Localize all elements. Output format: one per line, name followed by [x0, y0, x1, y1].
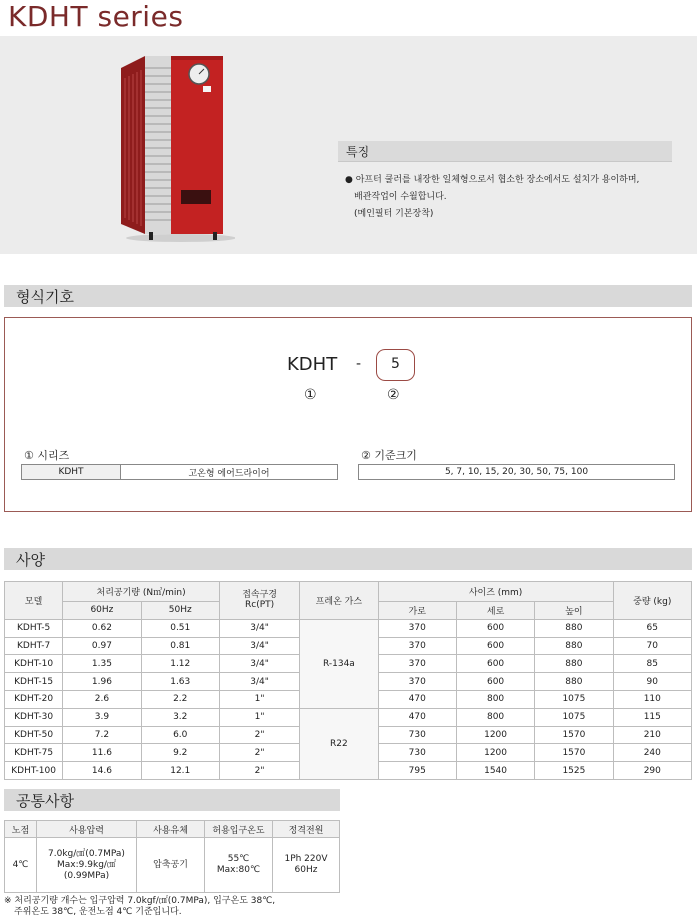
cell-h: 1075 — [535, 690, 613, 708]
cell-conn: 1" — [219, 690, 299, 708]
cell-kg: 110 — [613, 690, 691, 708]
cell-f50: 0.51 — [141, 619, 219, 637]
th-width: 가로 — [378, 602, 456, 620]
cell-model: KDHT-7 — [5, 637, 63, 655]
cell-w: 470 — [378, 690, 456, 708]
spec-table — [4, 581, 692, 780]
cell-d: 600 — [456, 655, 534, 673]
model-code-heading: 형식기호 — [16, 288, 74, 306]
cell-conn: 2" — [219, 726, 299, 744]
cell-f50: 6.0 — [141, 726, 219, 744]
cell-d: 800 — [456, 690, 534, 708]
product-image — [115, 48, 235, 244]
footnote-line-2: 주위온도 38℃, 운전노점 4℃ 기준입니다. — [14, 907, 182, 917]
cell-model: KDHT-50 — [5, 726, 63, 744]
cell-d: 600 — [456, 619, 534, 637]
common-th-temp: 허용입구온도 — [205, 821, 273, 838]
cell-f60: 0.97 — [63, 637, 141, 655]
cell-f50: 1.63 — [141, 673, 219, 691]
cell-w: 470 — [378, 708, 456, 726]
cell-f50: 2.2 — [141, 690, 219, 708]
cell-model: KDHT-10 — [5, 655, 63, 673]
cell-f50: 9.2 — [141, 744, 219, 762]
model-code-heading-bar — [4, 285, 692, 307]
th-conn-line1: 접속구경 — [242, 590, 277, 601]
spec-table-body — [5, 619, 692, 779]
cell-model: KDHT-5 — [5, 619, 63, 637]
cell-h: 880 — [535, 673, 613, 691]
cell-f60: 7.2 — [63, 726, 141, 744]
cell-conn: 2" — [219, 762, 299, 780]
pressure-line-3: (0.99MPa) — [63, 870, 110, 881]
temp-line-2: Max:80℃ — [216, 865, 261, 875]
power-line-2: 60Hz — [294, 865, 318, 875]
th-conn — [219, 582, 299, 620]
feature-heading: 특징 — [346, 145, 370, 159]
th-model: 모델 — [5, 582, 63, 620]
cell-w: 370 — [378, 655, 456, 673]
common-table — [4, 820, 340, 893]
cell-conn: 3/4" — [219, 619, 299, 637]
common-fluid: 압축공기 — [137, 838, 205, 893]
cell-conn: 3/4" — [219, 673, 299, 691]
cell-d: 1200 — [456, 726, 534, 744]
th-weight: 중량 (kg) — [613, 582, 691, 620]
footnote — [4, 896, 344, 918]
cell-w: 370 — [378, 619, 456, 637]
series-table — [21, 464, 338, 480]
cell-d: 800 — [456, 708, 534, 726]
cell-conn: 2" — [219, 744, 299, 762]
th-gas: 프레온 가스 — [300, 582, 378, 620]
cell-conn: 3/4" — [219, 637, 299, 655]
size-list: 5, 7, 10, 15, 20, 30, 50, 75, 100 — [359, 465, 675, 480]
cell-conn: 3/4" — [219, 655, 299, 673]
cell-d: 1200 — [456, 744, 534, 762]
table-row — [5, 708, 692, 726]
common-pressure — [37, 838, 137, 893]
common-th-dew: 노점 — [5, 821, 37, 838]
cell-h: 1075 — [535, 708, 613, 726]
cell-kg: 210 — [613, 726, 691, 744]
feature-line-2: 배관작업이 수월합니다. — [354, 192, 447, 202]
th-50hz: 50Hz — [141, 602, 219, 620]
cell-model: KDHT-15 — [5, 673, 63, 691]
cell-kg: 70 — [613, 637, 691, 655]
model-code-dash: - — [356, 356, 362, 372]
cell-model: KDHT-30 — [5, 708, 63, 726]
feature-description — [345, 172, 685, 223]
cell-f60: 11.6 — [63, 744, 141, 762]
feature-line-1: ● 아프터 쿨러를 내장한 일체형으로서 협소한 장소에서도 설치가 용이하며, — [345, 175, 640, 185]
series-label: ① 시리즈 — [24, 449, 70, 462]
temp-line-1: 55℃ — [227, 854, 250, 864]
model-code-text: KDHT — [287, 354, 338, 375]
common-th-fluid: 사용유체 — [137, 821, 205, 838]
page-title: KDHT series — [8, 0, 184, 33]
common-heading-bar — [4, 789, 340, 811]
cell-f50: 3.2 — [141, 708, 219, 726]
cell-f60: 1.35 — [63, 655, 141, 673]
cell-h: 1570 — [535, 744, 613, 762]
common-dew: 4℃ — [5, 838, 37, 893]
size-table — [358, 464, 675, 480]
marker-2: ② — [387, 387, 400, 403]
cell-model: KDHT-100 — [5, 762, 63, 780]
cell-kg: 290 — [613, 762, 691, 780]
cell-h: 880 — [535, 655, 613, 673]
cell-kg: 85 — [613, 655, 691, 673]
cell-f60: 2.6 — [63, 690, 141, 708]
cell-model: KDHT-20 — [5, 690, 63, 708]
cell-conn: 1" — [219, 708, 299, 726]
common-power — [273, 838, 340, 893]
common-th-pressure: 사용압력 — [37, 821, 137, 838]
cell-w: 370 — [378, 637, 456, 655]
footnote-line-1: ※ 처리공기량 개수는 입구압력 7.0kgf/㎠(0.7MPa), 입구온도 38℃, — [4, 896, 276, 906]
series-code: KDHT — [22, 465, 121, 480]
model-size-box: 5 — [376, 349, 415, 381]
feature-heading-bar — [338, 141, 672, 162]
series-desc: 고온형 에어드라이어 — [121, 465, 338, 480]
cell-kg: 115 — [613, 708, 691, 726]
th-depth: 세로 — [456, 602, 534, 620]
common-th-power: 정격전원 — [273, 821, 340, 838]
th-conn-line2: Rc(PT) — [245, 600, 275, 611]
th-60hz: 60Hz — [63, 602, 141, 620]
cell-f50: 12.1 — [141, 762, 219, 780]
common-heading: 공통사항 — [16, 792, 74, 810]
cell-f50: 0.81 — [141, 637, 219, 655]
th-size: 사이즈 (mm) — [378, 582, 613, 602]
cell-f60: 0.62 — [63, 619, 141, 637]
cell-h: 1570 — [535, 726, 613, 744]
cell-f60: 3.9 — [63, 708, 141, 726]
cell-f50: 1.12 — [141, 655, 219, 673]
pressure-line-2: Max:9.9kg/㎠ — [57, 859, 116, 870]
th-flow: 처리공기량 (N㎥/min) — [63, 582, 220, 602]
cell-model: KDHT-75 — [5, 744, 63, 762]
cell-kg: 65 — [613, 619, 691, 637]
power-line-1: 1Ph 220V — [284, 854, 328, 864]
cell-d: 1540 — [456, 762, 534, 780]
marker-1: ① — [304, 387, 317, 403]
model-code-box — [4, 317, 692, 512]
spec-heading: 사양 — [16, 551, 45, 569]
spec-heading-bar — [4, 548, 692, 570]
feature-line-3: (메인필터 기본장착) — [354, 209, 434, 219]
size-label: ② 기준크기 — [361, 449, 417, 462]
cell-d: 600 — [456, 673, 534, 691]
cell-h: 1525 — [535, 762, 613, 780]
cell-kg: 240 — [613, 744, 691, 762]
cell-gas: R-134a — [300, 619, 378, 708]
cell-w: 370 — [378, 673, 456, 691]
cell-h: 880 — [535, 619, 613, 637]
cell-f60: 1.96 — [63, 673, 141, 691]
table-row — [5, 619, 692, 637]
pressure-line-1: 7.0kg/㎠(0.7MPa) — [48, 848, 125, 859]
cell-w: 730 — [378, 744, 456, 762]
cell-gas: R22 — [300, 708, 378, 779]
cell-f60: 14.6 — [63, 762, 141, 780]
th-height: 높이 — [535, 602, 613, 620]
cell-d: 600 — [456, 637, 534, 655]
cell-w: 795 — [378, 762, 456, 780]
cell-kg: 90 — [613, 673, 691, 691]
cell-w: 730 — [378, 726, 456, 744]
cell-h: 880 — [535, 637, 613, 655]
common-temp — [205, 838, 273, 893]
